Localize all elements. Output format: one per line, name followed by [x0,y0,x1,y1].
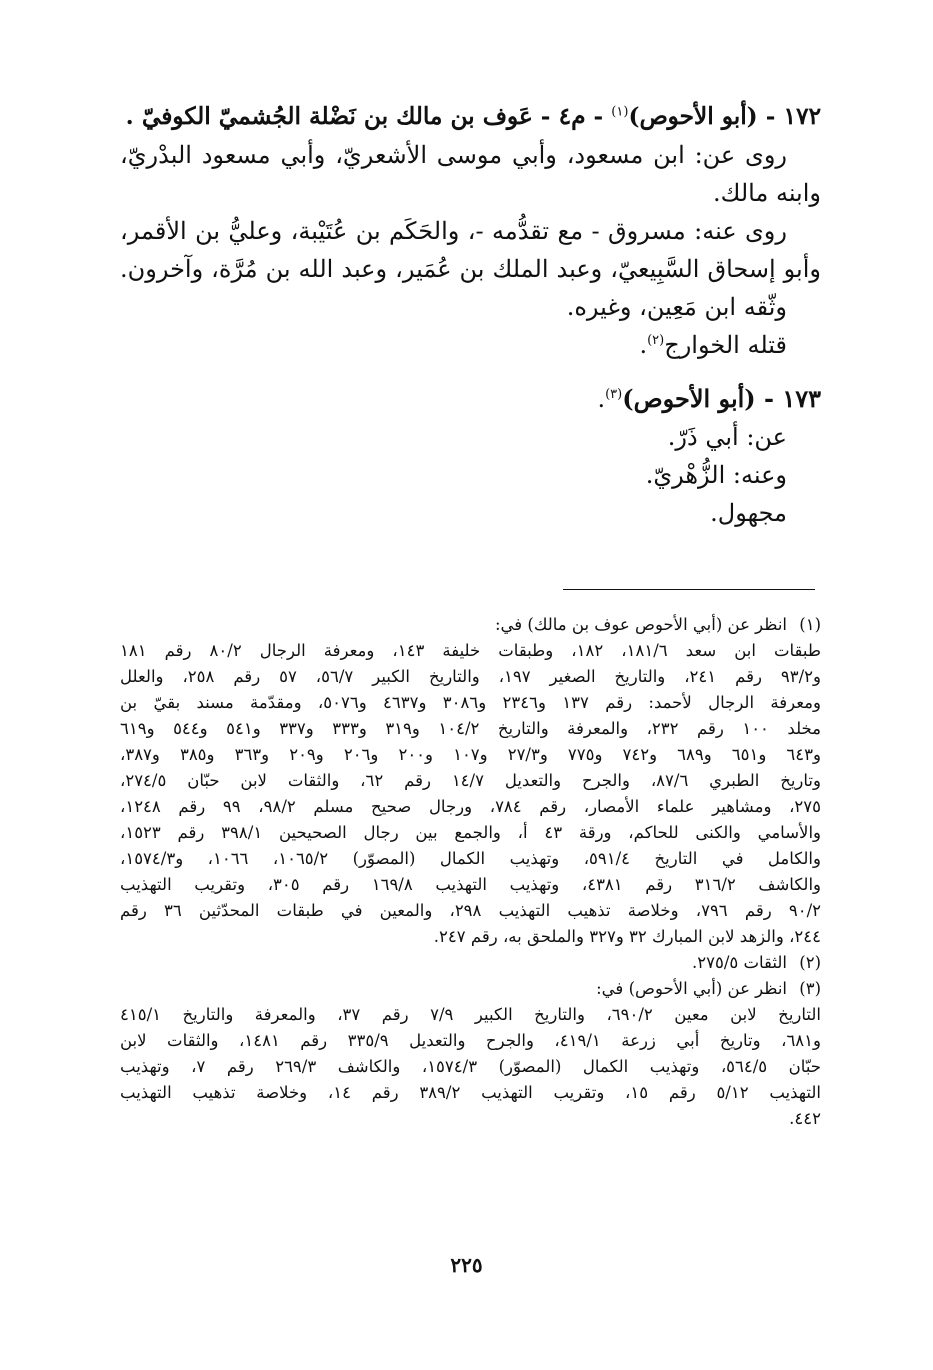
footnote-1-line: ومعرفة الرجال لأحمد: رقم ١٣٧ و٢٣٤٦ و٣٠٨٦ و٤٦٣٧ و٥٠٧٦، ومقدّمة مسند بقيّ بن [120,693,821,712]
entry-172-killed-text: قتله الخوارج [664,331,787,359]
footnote-1-line: مخلد ١٠٠ رقم ٢٣٢، والمعرفة والتاريخ ١٠٤/٢ و٣١٩ و٣٣٣ و٣٣٧ و٥٤١ و٥٤٤ و٦١٩ [120,719,822,738]
entry-173-title-end: . [597,385,606,413]
footnote-3-heading [120,976,821,1002]
footnote-1-line: والأسامي والكنى للحاكم، ورقة ٤٣ أ، والجمع بين رجال الصحيحين ٣٩٨/١ رقم ١٥٢٣، [120,823,821,842]
footnote-2-text: الثقات ٢٧٥/٥. [691,953,787,972]
footnote-3-line: حبّان ٥٦٤/٥، وتهذيب الكمال (المصوّر) ١٥٧٤/٣، والكاشف ٢٦٩/٣ رقم ٧، وتهذيب [120,1057,822,1076]
footnote-1-line: طبقات ابن سعد ١٨١/٦، ١٨٢، وطبقات خليفة ١٤٣، ومعرفة الرجال ٨٠/٢ رقم ١٨١ [120,641,822,660]
footnote-1-line: والكاشف ٣١٦/٢ رقم ٤٣٨١، وتهذيب التهذيب ١٦٩/٨ رقم ٣٠٥، وتقريب التهذيب [120,875,822,894]
footnote-3-line: ٤٤٢. [789,1109,821,1128]
entry-gap [120,364,821,380]
footnote-ref-3[interactable]: (٣) [605,387,623,402]
entry-173-title: ١٧٣ - (أبو الأحوص) [622,384,821,413]
footnote-3-line: التهذيب ٥/١٢ رقم ١٥، وتقريب التهذيب ٣٨٩/٢ رقم ١٤، وخلاصة تذهيب التهذيب [120,1083,821,1102]
footnote-ref-2[interactable]: (٢) [647,333,665,348]
entry-172-title-rest: - م٤ - عَوف بن مالك بن نَضْلة الجُشميّ الكوفيّ . [125,103,612,130]
entry-172-killed [120,326,821,364]
footnote-3-number: (٣) [799,979,821,998]
footnote-2 [120,950,821,976]
entry-172-narrated-by-1: روى عنه: مسروق - مع تقدُّمه -، والحَكَم بن عُتَيْبة، وعليُّ بن الأقمر، [120,217,787,245]
footnote-1-line: و٦٤٣ و٦٥١ و٦٨٩ و٧٤٢ و٧٧٥ و٢٧/٣ و١٠٧ و٢٠٠ و٢٠٦ و٢٠٩ و٣٦٣ و٣٨٥ و٣٨٧، [120,745,821,764]
footnote-1-line: و٩٣/٢ رقم ٢٤١، والتاريخ الصغير ١٩٧، والتاريخ الكبير ٥٦/٧، ٥٧ رقم ٢٥٨، والعلل [120,667,821,686]
entry-173-heading [120,380,821,418]
footnote-ref-1[interactable]: (١) [611,104,629,120]
entry-172-heading [120,98,821,136]
footnote-1-heading [120,612,821,638]
footnote-1-number: (١) [799,615,821,634]
entry-173-status: مجهول. [710,499,787,527]
footnote-1-line: وتاريخ الطبري ٨٧/٦، والجرح والتعديل ١٤/٧ رقم ٦٢، والثقات لابن حبّان ٢٧٤/٥، [120,771,821,790]
footnote-1-line: ٩٠/٢ رقم ٧٩٦، وخلاصة تذهيب التهذيب ٢٩٨، والمعين في طبقات المحدّثين ٣٦ رقم [120,901,822,920]
page-number: ٢٢٥ [450,1253,483,1277]
entry-173-from: عن: أبي ذَرّ. [667,423,787,451]
footnote-separator [563,589,815,590]
entry-173-by: وعنه: الزُّهْريّ. [645,461,787,489]
entry-172-narrates-from-2: وابنه مالك. [712,179,821,207]
footnote-3-head: انظر عن (أبي الأحوص) في: [596,979,787,998]
footnote-1-head: انظر عن (أبي الأحوص عوف بن مالك) في: [494,615,787,634]
entry-172-trusted: وثّقه ابن مَعِين، وغيره. [566,293,787,321]
footnote-1-line: والكامل في التاريخ ٥٩١/٤، وتهذيب الكمال (المصوّر) ١٠٦٥/٢، ١٠٦٦، و١٥٧٤/٣، [120,849,821,868]
entry-172-title: ١٧٢ - (أبو الأحوص) [628,103,821,130]
footnote-3-line: و٦٨١، وتاريخ أبي زرعة ٤١٩/١، والجرح والتعديل ٣٣٥/٩ رقم ١٤٨١، والثقات لابن [120,1031,821,1050]
footnote-3-line: التاريخ لابن معين ٦٩٠/٢، والتاريخ الكبير ٧/٩ رقم ٣٧، والمعرفة والتاريخ ٤١٥/١ [120,1005,821,1024]
footnote-2-number: (٢) [799,953,821,972]
entry-172-narrates-from-1: روى عن: ابن مسعود، وأبي موسى الأشعريّ، وأبي مسعود البدْريّ، [120,141,788,169]
footnote-1-line: ٢٤٤، والزهد لابن المبارك ٣٢ و٣٢٧ والملحق به، رقم ٢٤٧. [433,927,821,946]
footnote-1-line: ٢٧٥، ومشاهير علماء الأمصار، رقم ٧٨٤، ورجال صحيح مسلم ٩٨/٢، ٩٩ رقم ١٢٤٨، [120,797,822,816]
entry-172-killed-end: . [639,331,648,359]
main-text [120,98,821,532]
entry-172-narrated-by-2: وأبو إسحاق السَّبِيعيّ، وعبد الملك بن عُمَير، وعبد الله بن مُرَّة، وآخرون. [120,255,821,283]
footnotes [120,612,821,1132]
